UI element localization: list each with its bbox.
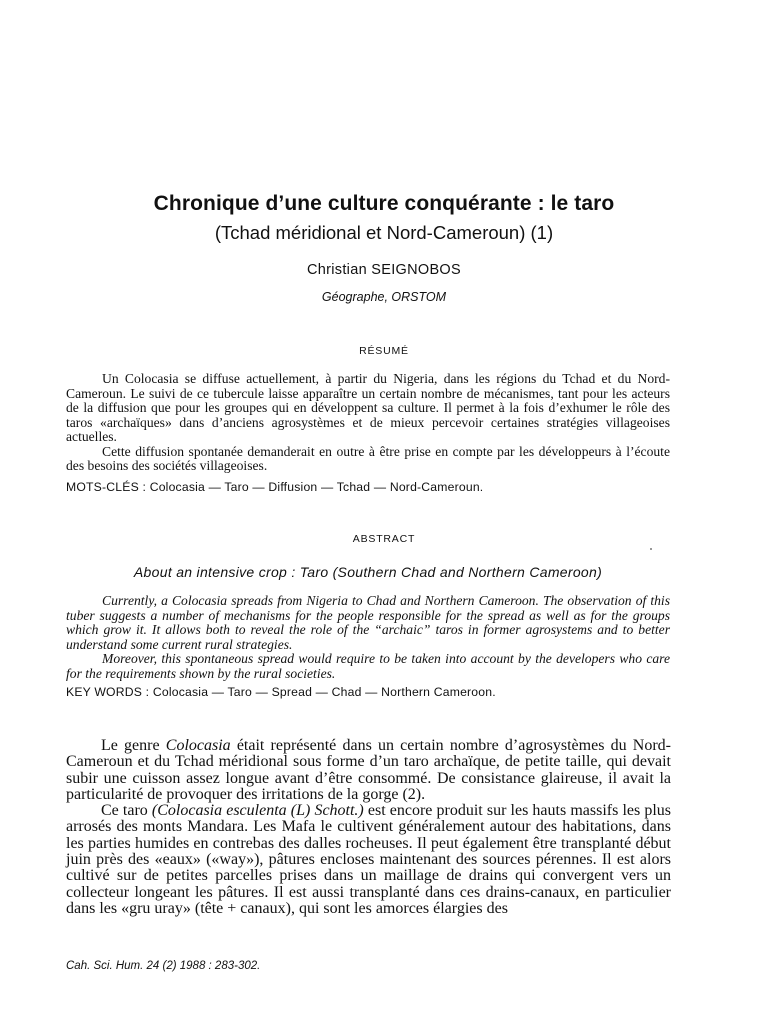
- resume-heading: RÉSUMÉ: [359, 345, 409, 357]
- body-text-run: est encore produit sur les hauts massifs les plus arrosés des monts Mandara. Les Mafa le cultivent généralement autour des habitations, dans les parties humides en contrebas des dalles rocheuses. Il peut également être transplanté début juin près des «eaux» («way»), pâtures encloses maintenant des sources pérennes. Il est alors cultivé sur de petites parcelles prises dans un maillage de drains qui convergent vers un collecteur longeant les pâtures. Il est aussi transplanté dans ces drains-canaux, en particulier dans les «gru uray» (tête + canaux), qui sont les amorces élargies des: [66, 802, 672, 917]
- body-paragraph: [66, 803, 671, 917]
- resume-text: [66, 372, 670, 474]
- keywords-separator: :: [142, 480, 150, 494]
- keywords-label: KEY WORDS: [66, 685, 143, 699]
- article-title: Chronique d’une culture conquérante : le taro: [153, 192, 615, 215]
- author-name: Christian SEIGNOBOS: [307, 262, 461, 278]
- abstract-text: [66, 594, 670, 681]
- abstract-keywords: [66, 685, 670, 699]
- body-text-run: Le genre: [101, 737, 166, 754]
- body-paragraph: [66, 738, 671, 803]
- body-italic-term: (Colocasia esculenta (L) Schott.): [151, 802, 364, 820]
- author-affiliation: Géographe, ORSTOM: [321, 290, 447, 304]
- resume-keywords: [66, 480, 670, 494]
- abstract-paragraph: Moreover, this spontaneous spread would require to be taken into account by the developers who care for the requirements shown by the rural societies.: [66, 651, 670, 681]
- body-text: [66, 738, 671, 917]
- body-italic-term: Colocasia: [165, 737, 231, 754]
- resume-paragraph: Un Colocasia se diffuse actuellement, à partir du Nigeria, dans les régions du Tchad et du Nord-Cameroun. Le suivi de ce tubercule laisse apparaître un certain nombre de mécanismes, tant pour les acteurs de la diffusion que pour les groupes qui en développent sa culture. Il permet à la fois d’exhumer le rôle des taros «archaïques» dans d’anciens agrosystèmes et de mieux percevoir certaines stratégies villageoises actuelles.: [66, 371, 670, 444]
- keywords-list: Colocasia — Taro — Spread — Chad — Northern Cameroon.: [152, 685, 496, 699]
- keywords-label: MOTS-CLÉS: [66, 480, 139, 494]
- keywords-list: Colocasia — Taro — Diffusion — Tchad — Nord-Cameroun.: [149, 480, 484, 494]
- journal-citation: Cah. Sci. Hum. 24 (2) 1988 : 283-302.: [66, 960, 261, 972]
- abstract-paragraph: Currently, a Colocasia spreads from Nigeria to Chad and Northern Cameroon. The observation of this tuber suggests a number of mechanisms for the people responsible for the spread as well as for the groups which grow it. It allows both to reveal the role of the “archaic” taros in former agrosystems and to better understand some current rural strategies.: [66, 593, 670, 652]
- keywords-separator: :: [145, 685, 153, 699]
- abstract-title: About an intensive crop : Taro (Southern Chad and Northern Cameroon): [133, 564, 603, 580]
- abstract-heading: ABSTRACT: [352, 533, 416, 545]
- body-text-run: Ce taro: [101, 802, 152, 820]
- article-subtitle: (Tchad méridional et Nord-Cameroun) (1): [214, 222, 554, 243]
- resume-paragraph: Cette diffusion spontanée demanderait en outre à être prise en compte par les développeurs à l’écoute des besoins des sociétés villageoises.: [66, 443, 670, 473]
- body-text-run: était représenté dans un certain nombre d’agrosystèmes du Nord-Cameroun et du Tchad méridional sous forme d’un taro archaïque, de petite taille, qui devait subir une cuisson assez longue avant d’être consommé. De consistance glaireuse, il avait la particularité de provoquer des irritations de la gorge (2).: [66, 737, 671, 803]
- scan-speck: [650, 548, 652, 550]
